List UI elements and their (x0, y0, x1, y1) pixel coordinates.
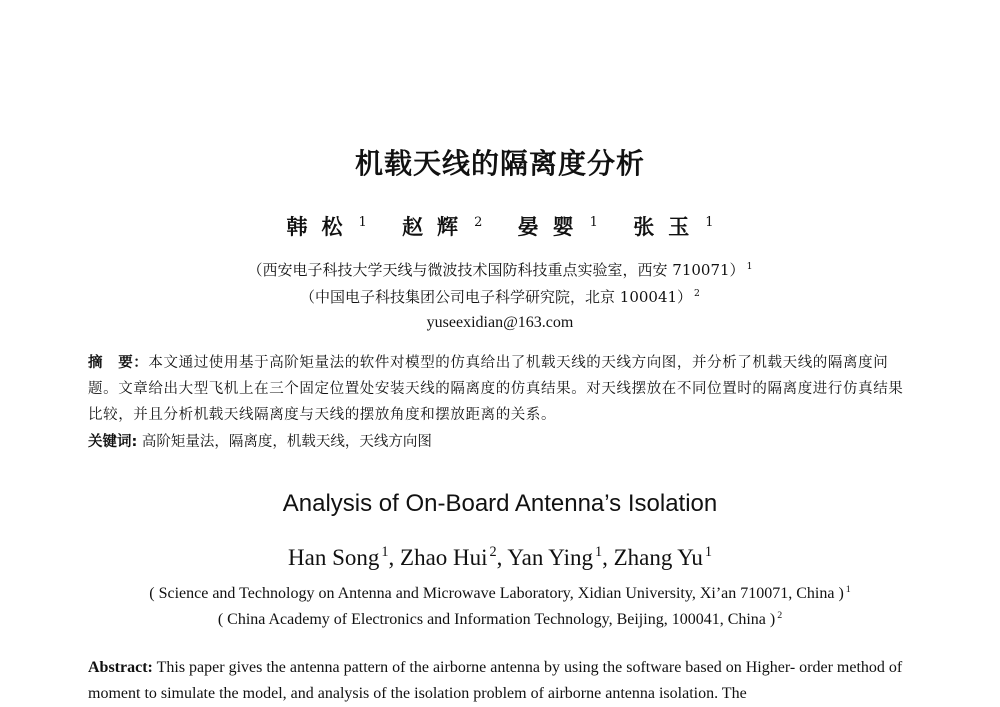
en-affiliation-2: ( China Academy of Electronics and Information Technology, Beijing, 100041, China ) $^2$ (217, 609, 783, 628)
english-title: Analysis of On-Board Antenna’s Isolation (282, 490, 718, 517)
cn-keywords-text: 高阶矩量法，隔离度，机载天线，天线方向图 (141, 434, 432, 450)
en-author: Zhao Hui $^2$, (400, 544, 508, 570)
en-author: Yan Ying $^1$, (507, 544, 614, 570)
chinese-title: 机载天线的隔离度分析 (354, 147, 645, 180)
chinese-keywords (88, 430, 432, 451)
cn-abstract-text: 本文通过使用基于高阶矩量法的软件对模型的仿真给出了机载天线的天线方向图，并分析了机载天线的隔离度问题。文章给出大型飞机上在三个固定位置处安装天线的隔离度的仿真结果。对天线摆放在不同位置时的隔离度进行仿真结果比较，并且分析机载天线隔离度与天线的摆放角度和摆放距离的关系。 (88, 355, 904, 423)
cn-abstract-label: 摘 要： (88, 355, 149, 371)
english-abstract (88, 655, 916, 707)
cn-author: 韩松 $^1$ (286, 214, 367, 239)
cn-affiliation-2: （中国电子科技集团公司电子科学研究院，北京 100041） $^2$ (300, 288, 700, 306)
en-affiliation-1: ( Science and Technology on Antenna and Microwave Laboratory, Xidian University, Xi’an 710071, China ) $^1$ (149, 583, 851, 602)
english-authors (0, 545, 1000, 571)
en-abstract-text: This paper gives the antenna pattern of the airborne antenna by using the software based on Higher- order method of moment to simulate the model, and analysis of the isolation problem of airborne antenna isolation. The (88, 659, 903, 702)
chinese-authors (0, 211, 1000, 241)
cn-author: 张玉 $^1$ (633, 214, 714, 239)
en-abstract-label: Abstract: (88, 659, 153, 676)
cn-author: 赵辉 $^2$ (402, 214, 483, 239)
cn-keywords-label: 关键词: (88, 434, 138, 450)
en-author: Han Song $^1$, (288, 544, 401, 570)
author-email: yuseexidian@163.com (426, 314, 574, 331)
cn-author: 晏婴 $^1$ (517, 214, 598, 239)
cn-affiliation-1: （西安电子科技大学天线与微波技术国防科技重点实验室，西安 710071） $^1$ (247, 261, 753, 279)
chinese-abstract (88, 350, 916, 428)
en-author: Zhang Yu $^1$ (613, 544, 712, 570)
